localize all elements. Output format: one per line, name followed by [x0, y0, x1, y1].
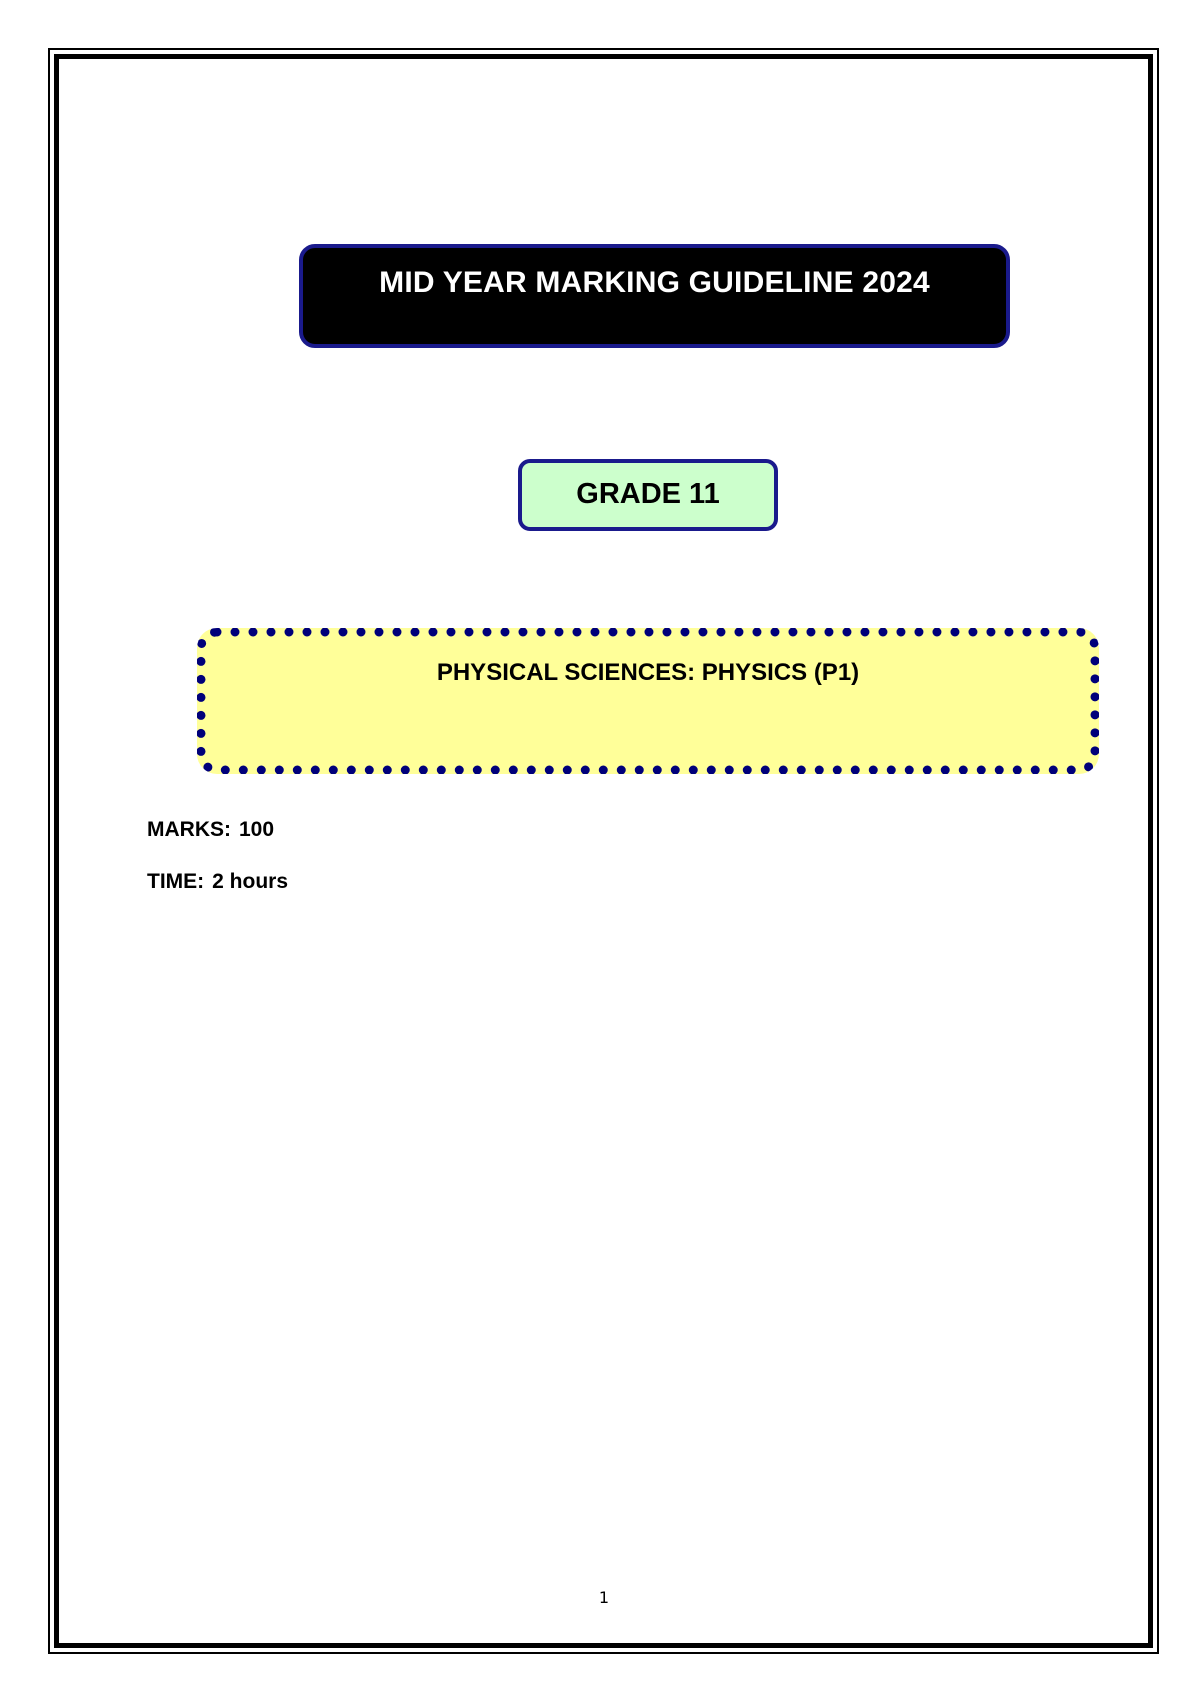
subject-banner — [197, 628, 1099, 774]
marks-line — [147, 818, 274, 842]
marks-label: MARKS: — [147, 818, 231, 841]
time-value: 2 hours — [212, 870, 289, 893]
time-label: TIME: — [147, 870, 205, 893]
document-title: MID YEAR MARKING GUIDELINE 2024 — [379, 266, 930, 299]
page-number: 1 — [598, 1588, 610, 1607]
marks-value: 100 — [239, 818, 275, 841]
time-line — [147, 870, 288, 894]
grade-label: GRADE 11 — [576, 478, 720, 510]
title-banner — [299, 244, 1010, 348]
subject-title: PHYSICAL SCIENCES: PHYSICS (P1) — [436, 659, 860, 686]
grade-badge — [518, 459, 778, 531]
